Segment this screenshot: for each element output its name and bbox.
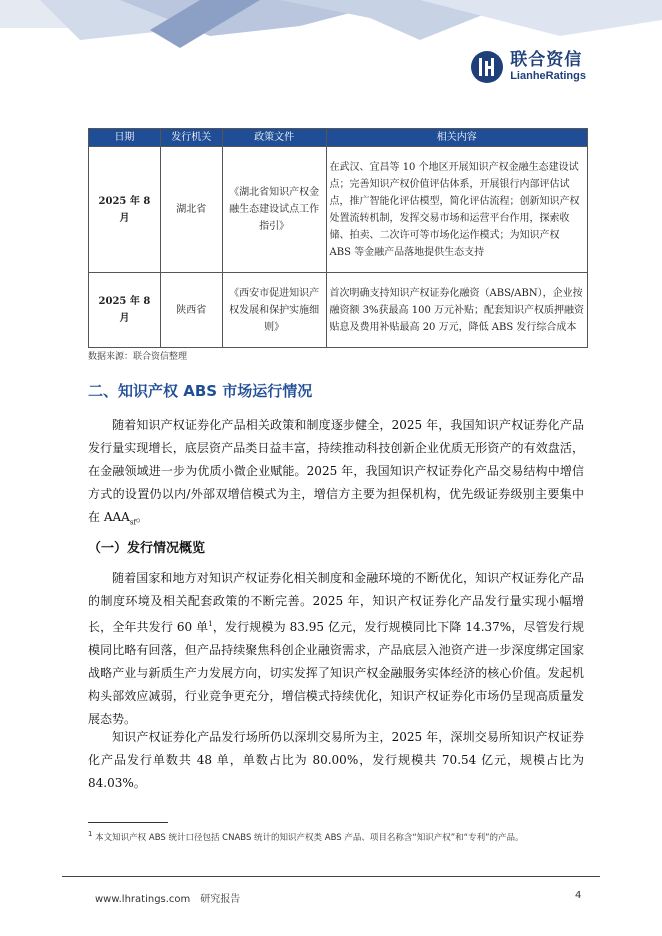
footer-site[interactable]: www.lhratings.com 研究报告: [95, 894, 241, 905]
intro-text: 随着知识产权证券化产品相关政策和制度逐步健全，2025 年，我国知识产权证券化产品发行量实现增长，底层资产品类日益丰富，持续推动科技创新企业优质无形资产的有效盘活，在金融领域进一步为优质小微企业赋能。2025 年，我国知识产权证券化产品交易结构中增信方式的设置仍以内/外部双增信模式为主，增信方主要为担保机构，优先级证券级别主要集中在 AAA: [88, 418, 584, 524]
para2-text-a: 随着国家和地方对知识产权证券化相关制度和金融环境的不断优化，知识产权证券化产品的制度环境及相关配套政策的不断完善。2025 年，知识产权证券化产品发行量实现小幅增长，全年共发行 60 单: [88, 571, 584, 634]
subsection-title: （一）发行情况概览: [88, 541, 206, 556]
footnote-divider: [88, 822, 168, 823]
brand-logo: [470, 50, 586, 84]
policy-table: [88, 128, 588, 348]
data-source: 数据来源：联合资信整理: [88, 352, 188, 362]
intro-paragraph: [88, 414, 584, 534]
table-row: [89, 273, 588, 348]
row-content: 在武汉、宜昌等 10 个地区开展知识产权金融生态建设试点；完善知识产权价值评估体系，开展银行内部评估试点，推广智能化评估模型，简化评估流程；创新知识产权处置流转机制，发挥交易市场和运营平台作用，探索收储、拍卖、二次许可等市场化运作模式；为知识产权 ABS 等金融产品落地提供生态支持: [326, 147, 587, 273]
row-content: 首次明确支持知识产权证券化融资（ABS/ABN），企业按融资额 3%获最高 100 万元补贴；配套知识产权质押融资贴息及费用补贴最高 20 万元，降低 ABS 发行综合成本: [326, 273, 587, 348]
brand-name-cn: 联合资信: [510, 50, 583, 70]
row-policy: 《西安市促进知识产权发展和保护实施细则》: [222, 273, 326, 348]
header-issuer: 发行机关: [160, 129, 222, 147]
para2-text-b: ，发行规模为 83.95 亿元，发行规模同比下降 14.37%，尽管发行规模同比略有回落，但产品持续聚焦科创企业融资需求，产品底层入池资产进一步深度绑定国家战略产业与新质生产力发展方向，切实发挥了知识产权金融服务实体经济的核心价值。发起机构头部效应减弱，行业竞争更充分，增信模式持续优化，知识产权证券化市场仍呈现高质量发展态势。: [88, 620, 584, 726]
brand-name-en: LianheRatings: [510, 70, 586, 82]
table-header-row: [89, 129, 588, 147]
paragraph-issuance: [88, 567, 584, 731]
row-policy: 《湖北省知识产权金融生态建设试点工作指引》: [222, 147, 326, 273]
section-title: 二、知识产权 ABS 市场运行情况: [88, 382, 313, 400]
lianhe-logo-icon: [470, 50, 504, 84]
header-policy: 政策文件: [222, 129, 326, 147]
table-row: [89, 147, 588, 273]
footnote-mark: 1: [88, 830, 93, 838]
intro-subscript: sf: [129, 518, 137, 527]
row-issuer: 陕西省: [160, 273, 222, 348]
paragraph-venue: 知识产权证券化产品发行场所仍以深圳交易所为主，2025 年，深圳交易所知识产权证券化产品发行单数共 48 单，单数占比为 80.00%，发行规模共 70.54 亿元，规模占比为 84.03%。: [88, 730, 584, 790]
header-content: 相关内容: [326, 129, 587, 147]
footer-divider: [62, 876, 600, 877]
row-issuer: 湖北省: [160, 147, 222, 273]
header-date: 日期: [89, 129, 161, 147]
row-date: 2025 年 8 月: [89, 273, 161, 348]
row-date: 2025 年 8 月: [89, 147, 161, 273]
intro-end: 。: [136, 510, 149, 524]
footnote: [88, 828, 584, 844]
page-number: 4: [575, 890, 582, 901]
footnote-ref[interactable]: 1: [208, 620, 213, 628]
footnote-text: 本文知识产权 ABS 统计口径包括 CNABS 统计的知识产权类 ABS 产品、项目名称含“知识产权”和“专利”的产品。: [95, 832, 524, 843]
